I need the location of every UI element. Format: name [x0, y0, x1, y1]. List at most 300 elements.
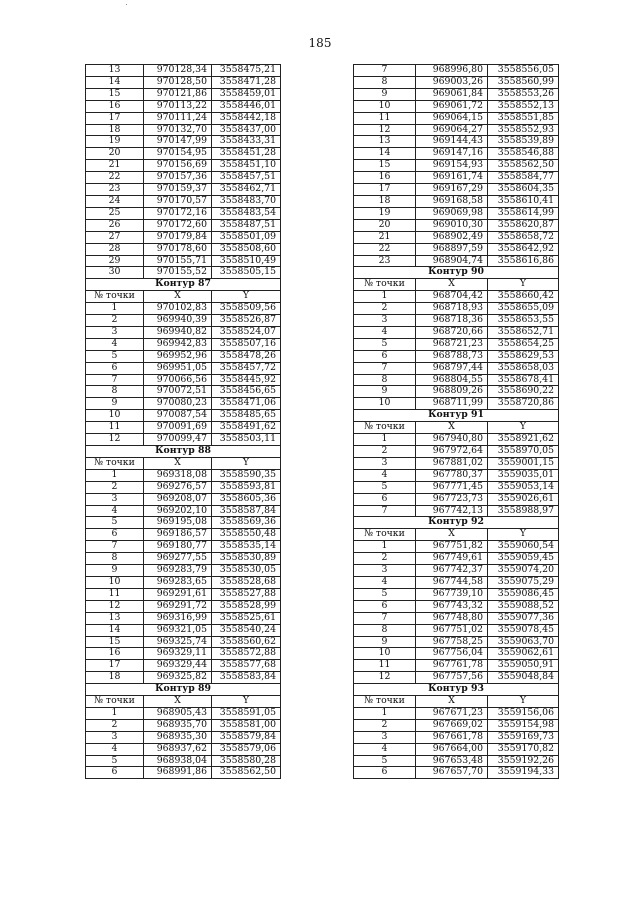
y-coordinate: 3558605,36 — [212, 493, 281, 505]
point-number: 10 — [86, 576, 144, 588]
scan-speck — [126, 4, 127, 5]
point-number: 11 — [86, 422, 144, 434]
x-coordinate: 969069,98 — [416, 207, 488, 219]
y-coordinate: 3558462,71 — [212, 184, 281, 196]
y-coordinate: 3558583,84 — [212, 672, 281, 684]
y-coordinate: 3558446,01 — [212, 100, 281, 112]
point-number: 7 — [354, 505, 416, 517]
y-coordinate: 3559053,14 — [488, 481, 559, 493]
point-number: 13 — [86, 612, 144, 624]
contour-title: Контур 92 — [354, 517, 559, 529]
point-number: 13 — [86, 65, 144, 77]
x-header: X — [144, 291, 212, 303]
y-coordinate: 3558457,72 — [212, 362, 281, 374]
x-coordinate: 968938,04 — [144, 755, 212, 767]
contour-title: Контур 87 — [86, 279, 281, 291]
table-row — [354, 172, 559, 184]
table-row — [354, 576, 559, 588]
x-coordinate: 970154,95 — [144, 148, 212, 160]
point-number: 15 — [86, 88, 144, 100]
y-coordinate: 3559074,20 — [488, 565, 559, 577]
contour-title: Контур 89 — [86, 684, 281, 696]
point-number: 14 — [86, 76, 144, 88]
x-coordinate: 969316,99 — [144, 612, 212, 624]
table-row — [86, 267, 281, 279]
point-number: 28 — [86, 243, 144, 255]
x-coordinate: 969283,65 — [144, 576, 212, 588]
table-row — [354, 231, 559, 243]
x-coordinate: 969942,83 — [144, 338, 212, 350]
table-row — [86, 398, 281, 410]
point-number: 19 — [86, 136, 144, 148]
point-number: 10 — [354, 648, 416, 660]
point-number: 30 — [86, 267, 144, 279]
y-coordinate: 3558525,61 — [212, 612, 281, 624]
x-coordinate: 970170,57 — [144, 195, 212, 207]
table-row — [86, 315, 281, 327]
y-coordinate: 3559156,06 — [488, 707, 559, 719]
table-row — [354, 767, 559, 779]
x-coordinate: 968788,73 — [416, 350, 488, 362]
table-row — [86, 731, 281, 743]
point-number: 6 — [86, 529, 144, 541]
y-coordinate: 3558556,05 — [488, 65, 559, 77]
x-coordinate: 969277,55 — [144, 553, 212, 565]
y-coordinate: 3559062,61 — [488, 648, 559, 660]
x-coordinate: 969325,74 — [144, 636, 212, 648]
table-row — [354, 755, 559, 767]
point-number: 2 — [354, 446, 416, 458]
y-coordinate: 3558654,25 — [488, 338, 559, 350]
x-coordinate: 969951,05 — [144, 362, 212, 374]
y-coordinate: 3558620,87 — [488, 219, 559, 231]
x-coordinate: 968905,43 — [144, 707, 212, 719]
point-number: 12 — [354, 124, 416, 136]
x-coordinate: 967664,00 — [416, 743, 488, 755]
x-coordinate: 968996,80 — [416, 65, 488, 77]
table-row — [354, 195, 559, 207]
table-row — [86, 207, 281, 219]
y-coordinate: 3558540,24 — [212, 624, 281, 636]
y-coordinate: 3559170,82 — [488, 743, 559, 755]
y-coordinate: 3558579,06 — [212, 743, 281, 755]
point-number: 4 — [86, 743, 144, 755]
x-coordinate: 969167,29 — [416, 184, 488, 196]
table-row — [354, 362, 559, 374]
column-header-row — [354, 529, 559, 541]
x-coordinate: 969952,96 — [144, 350, 212, 362]
contour-title-row — [86, 446, 281, 458]
x-coordinate: 969318,08 — [144, 469, 212, 481]
point-number: 10 — [354, 398, 416, 410]
y-coordinate: 3558720,86 — [488, 398, 559, 410]
table-row — [86, 505, 281, 517]
x-coordinate: 967771,45 — [416, 481, 488, 493]
y-coordinate: 3558581,00 — [212, 719, 281, 731]
y-coordinate: 3558552,13 — [488, 100, 559, 112]
point-number: 8 — [354, 624, 416, 636]
point-number: 23 — [86, 184, 144, 196]
point-number: 5 — [86, 755, 144, 767]
point-number: 1 — [86, 469, 144, 481]
x-coordinate: 967756,04 — [416, 648, 488, 660]
y-coordinate: 3558584,77 — [488, 172, 559, 184]
x-coordinate: 967751,02 — [416, 624, 488, 636]
point-number: 8 — [354, 374, 416, 386]
x-coordinate: 970102,83 — [144, 303, 212, 315]
y-coordinate: 3558501,09 — [212, 231, 281, 243]
x-header: X — [144, 457, 212, 469]
table-row — [86, 231, 281, 243]
y-coordinate: 3558483,70 — [212, 195, 281, 207]
point-number: 13 — [354, 136, 416, 148]
point-number: 12 — [86, 434, 144, 446]
x-coordinate: 969180,77 — [144, 541, 212, 553]
y-coordinate: 3559048,84 — [488, 672, 559, 684]
contour-title-row — [86, 279, 281, 291]
point-number: 7 — [354, 362, 416, 374]
table-row — [354, 374, 559, 386]
x-coordinate: 968797,44 — [416, 362, 488, 374]
table-row — [86, 493, 281, 505]
x-coordinate: 968718,36 — [416, 315, 488, 327]
table-row — [86, 422, 281, 434]
point-number: 1 — [86, 707, 144, 719]
y-header: Y — [488, 279, 559, 291]
x-coordinate: 967780,37 — [416, 469, 488, 481]
y-coordinate: 3558487,51 — [212, 219, 281, 231]
y-coordinate: 3558655,09 — [488, 303, 559, 315]
table-row — [354, 207, 559, 219]
point-number: 4 — [354, 743, 416, 755]
point-number: 25 — [86, 207, 144, 219]
y-coordinate: 3558510,49 — [212, 255, 281, 267]
y-coordinate: 3559088,52 — [488, 600, 559, 612]
x-coordinate: 969195,08 — [144, 517, 212, 529]
point-number: 2 — [354, 553, 416, 565]
x-coordinate: 970099,47 — [144, 434, 212, 446]
table-row — [86, 707, 281, 719]
y-coordinate: 3558456,65 — [212, 386, 281, 398]
x-coordinate: 969064,27 — [416, 124, 488, 136]
table-row — [354, 386, 559, 398]
x-coordinate: 970155,52 — [144, 267, 212, 279]
y-coordinate: 3559078,45 — [488, 624, 559, 636]
x-coordinate: 967749,61 — [416, 553, 488, 565]
point-number: 17 — [86, 660, 144, 672]
y-coordinate: 3558478,26 — [212, 350, 281, 362]
point-number: 3 — [354, 457, 416, 469]
table-row — [354, 624, 559, 636]
x-coordinate: 970087,54 — [144, 410, 212, 422]
point-number-header: № точки — [86, 457, 144, 469]
x-coordinate: 968721,23 — [416, 338, 488, 350]
x-coordinate: 967751,82 — [416, 541, 488, 553]
y-coordinate: 3558610,41 — [488, 195, 559, 207]
point-number: 18 — [354, 195, 416, 207]
table-row — [86, 755, 281, 767]
y-coordinate: 3558433,31 — [212, 136, 281, 148]
point-number: 12 — [86, 600, 144, 612]
y-coordinate: 3558591,05 — [212, 707, 281, 719]
y-coordinate: 3558535,14 — [212, 541, 281, 553]
table-row — [354, 719, 559, 731]
point-number: 23 — [354, 255, 416, 267]
table-row — [354, 398, 559, 410]
y-coordinate: 3558451,28 — [212, 148, 281, 160]
point-number: 27 — [86, 231, 144, 243]
table-row — [86, 553, 281, 565]
y-coordinate: 3558604,35 — [488, 184, 559, 196]
contour-title-row — [354, 267, 559, 279]
table-row — [354, 350, 559, 362]
x-coordinate: 970178,60 — [144, 243, 212, 255]
table-row — [86, 469, 281, 481]
point-number: 3 — [86, 326, 144, 338]
coordinates-table-right — [353, 64, 559, 779]
point-number: 3 — [354, 731, 416, 743]
y-coordinate: 3558562,50 — [488, 160, 559, 172]
x-coordinate: 968711,99 — [416, 398, 488, 410]
table-row — [354, 493, 559, 505]
x-coordinate: 967940,80 — [416, 434, 488, 446]
y-coordinate: 3558678,41 — [488, 374, 559, 386]
point-number: 3 — [354, 565, 416, 577]
y-coordinate: 3558509,56 — [212, 303, 281, 315]
x-coordinate: 968718,93 — [416, 303, 488, 315]
point-number-header: № точки — [354, 529, 416, 541]
point-number: 18 — [86, 124, 144, 136]
table-row — [86, 648, 281, 660]
table-row — [354, 565, 559, 577]
point-number: 1 — [354, 707, 416, 719]
point-number: 4 — [86, 505, 144, 517]
table-row — [86, 600, 281, 612]
table-row — [354, 446, 559, 458]
point-number: 16 — [86, 648, 144, 660]
x-coordinate: 969186,57 — [144, 529, 212, 541]
point-number: 5 — [86, 517, 144, 529]
table-row — [354, 112, 559, 124]
x-coordinate: 970128,50 — [144, 76, 212, 88]
contour-title: Контур 91 — [354, 410, 559, 422]
y-coordinate: 3558970,05 — [488, 446, 559, 458]
x-coordinate: 967653,48 — [416, 755, 488, 767]
x-coordinate: 968804,55 — [416, 374, 488, 386]
x-coordinate: 968904,74 — [416, 255, 488, 267]
x-coordinate: 969147,16 — [416, 148, 488, 160]
y-coordinate: 3558524,07 — [212, 326, 281, 338]
y-coordinate: 3559075,29 — [488, 576, 559, 588]
y-coordinate: 3558550,48 — [212, 529, 281, 541]
y-coordinate: 3558442,18 — [212, 112, 281, 124]
x-coordinate: 969291,61 — [144, 588, 212, 600]
y-header: Y — [212, 457, 281, 469]
table-row — [86, 434, 281, 446]
point-number-header: № точки — [86, 696, 144, 708]
table-row — [86, 624, 281, 636]
y-coordinate: 3558562,50 — [212, 767, 281, 779]
column-header-row — [86, 291, 281, 303]
point-number: 9 — [86, 398, 144, 410]
y-coordinate: 3559035,01 — [488, 469, 559, 481]
table-row — [354, 469, 559, 481]
table-row — [354, 434, 559, 446]
table-row — [86, 160, 281, 172]
coordinates-table-left — [85, 64, 281, 779]
point-number: 3 — [354, 315, 416, 327]
point-number-header: № точки — [86, 291, 144, 303]
point-number: 8 — [86, 553, 144, 565]
point-number-header: № точки — [354, 279, 416, 291]
point-number: 18 — [86, 672, 144, 684]
y-coordinate: 3558546,88 — [488, 148, 559, 160]
x-coordinate: 967742,37 — [416, 565, 488, 577]
table-row — [354, 731, 559, 743]
x-coordinate: 969940,39 — [144, 315, 212, 327]
x-coordinate: 969061,72 — [416, 100, 488, 112]
point-number: 12 — [354, 672, 416, 684]
point-number: 1 — [354, 291, 416, 303]
table-row — [86, 303, 281, 315]
point-number: 24 — [86, 195, 144, 207]
x-coordinate: 970147,99 — [144, 136, 212, 148]
y-coordinate: 3558485,65 — [212, 410, 281, 422]
y-coordinate: 3558552,93 — [488, 124, 559, 136]
y-coordinate: 3559154,98 — [488, 719, 559, 731]
y-coordinate: 3559001,15 — [488, 457, 559, 469]
table-row — [354, 291, 559, 303]
x-header: X — [144, 696, 212, 708]
point-number: 3 — [86, 731, 144, 743]
table-row — [86, 541, 281, 553]
x-coordinate: 970159,37 — [144, 184, 212, 196]
y-coordinate: 3558593,81 — [212, 481, 281, 493]
point-number: 17 — [354, 184, 416, 196]
point-number: 1 — [86, 303, 144, 315]
table-row — [354, 219, 559, 231]
x-coordinate: 970128,34 — [144, 65, 212, 77]
x-header: X — [416, 422, 488, 434]
point-number: 16 — [354, 172, 416, 184]
x-coordinate: 967723,73 — [416, 493, 488, 505]
y-coordinate: 3558445,92 — [212, 374, 281, 386]
table-row — [354, 303, 559, 315]
point-number: 26 — [86, 219, 144, 231]
point-number-header: № точки — [354, 696, 416, 708]
x-coordinate: 970172,60 — [144, 219, 212, 231]
x-coordinate: 970080,23 — [144, 398, 212, 410]
point-number: 7 — [354, 65, 416, 77]
point-number: 11 — [354, 112, 416, 124]
point-number: 22 — [354, 243, 416, 255]
y-coordinate: 3559194,33 — [488, 767, 559, 779]
y-coordinate: 3558690,22 — [488, 386, 559, 398]
y-coordinate: 3559169,73 — [488, 731, 559, 743]
table-row — [86, 136, 281, 148]
table-row — [86, 517, 281, 529]
table-row — [354, 148, 559, 160]
y-coordinate: 3558528,99 — [212, 600, 281, 612]
point-number: 20 — [86, 148, 144, 160]
column-header-row — [86, 696, 281, 708]
point-number: 9 — [354, 636, 416, 648]
table-row — [86, 362, 281, 374]
x-coordinate: 968809,26 — [416, 386, 488, 398]
y-coordinate: 3559026,61 — [488, 493, 559, 505]
y-coordinate: 3558577,68 — [212, 660, 281, 672]
point-number: 21 — [354, 231, 416, 243]
table-row — [86, 326, 281, 338]
table-row — [354, 612, 559, 624]
point-number: 6 — [86, 767, 144, 779]
contour-title-row — [354, 684, 559, 696]
point-number: 21 — [86, 160, 144, 172]
point-number: 9 — [86, 565, 144, 577]
y-header: Y — [212, 696, 281, 708]
table-row — [354, 553, 559, 565]
y-coordinate: 3559059,45 — [488, 553, 559, 565]
y-coordinate: 3559063,70 — [488, 636, 559, 648]
x-coordinate: 967758,25 — [416, 636, 488, 648]
column-header-row — [86, 457, 281, 469]
x-coordinate: 968897,59 — [416, 243, 488, 255]
point-number: 3 — [86, 493, 144, 505]
table-row — [86, 410, 281, 422]
point-number-header: № точки — [354, 422, 416, 434]
point-number: 6 — [354, 350, 416, 362]
table-row — [354, 100, 559, 112]
x-coordinate: 967657,70 — [416, 767, 488, 779]
x-header: X — [416, 529, 488, 541]
point-number: 17 — [86, 112, 144, 124]
table-row — [86, 743, 281, 755]
point-number: 10 — [354, 100, 416, 112]
point-number: 2 — [354, 303, 416, 315]
point-number: 10 — [86, 410, 144, 422]
table-row — [354, 707, 559, 719]
table-row — [86, 100, 281, 112]
table-row — [86, 112, 281, 124]
table-row — [354, 588, 559, 600]
point-number: 2 — [86, 481, 144, 493]
x-coordinate: 968704,42 — [416, 291, 488, 303]
x-coordinate: 969940,82 — [144, 326, 212, 338]
x-coordinate: 969168,58 — [416, 195, 488, 207]
y-coordinate: 3558658,72 — [488, 231, 559, 243]
table-row — [86, 672, 281, 684]
table-row — [86, 529, 281, 541]
y-coordinate: 3558503,11 — [212, 434, 281, 446]
table-row — [86, 243, 281, 255]
point-number: 2 — [86, 719, 144, 731]
y-coordinate: 3558580,28 — [212, 755, 281, 767]
y-coordinate: 3558572,88 — [212, 648, 281, 660]
column-header-row — [354, 422, 559, 434]
y-coordinate: 3558653,55 — [488, 315, 559, 327]
point-number: 4 — [354, 576, 416, 588]
point-number: 11 — [86, 588, 144, 600]
y-coordinate: 3558988,97 — [488, 505, 559, 517]
point-number: 7 — [86, 374, 144, 386]
table-row — [354, 326, 559, 338]
table-row — [86, 565, 281, 577]
y-coordinate: 3558505,15 — [212, 267, 281, 279]
point-number: 7 — [354, 612, 416, 624]
table-row — [354, 743, 559, 755]
point-number: 15 — [86, 636, 144, 648]
y-coordinate: 3558614,99 — [488, 207, 559, 219]
